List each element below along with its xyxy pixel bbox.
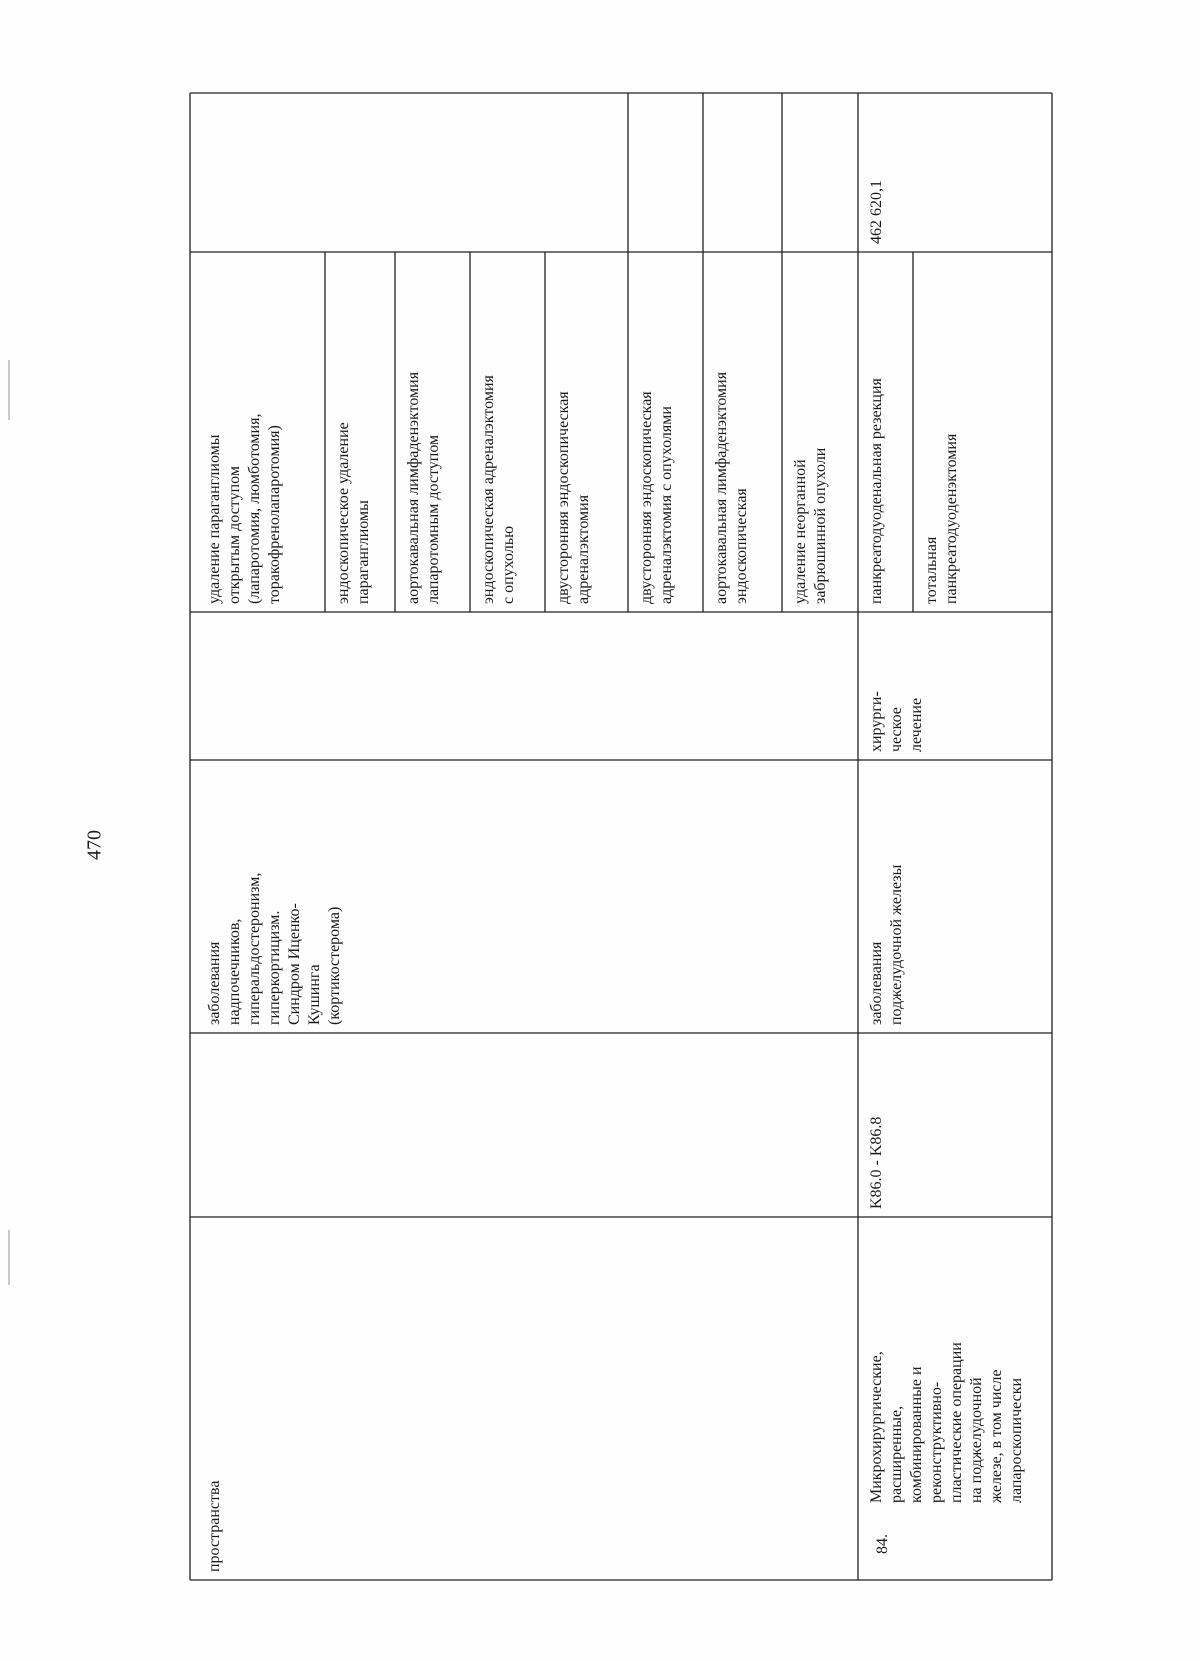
cell-method-8: удаление неорганной забрюшинной опухоли xyxy=(792,447,829,604)
cell-row-84-method-2: тотальная панкреатодуоденэктомия xyxy=(923,433,960,604)
cell-method-7: аортокавальная лимфаденэктомия эндоскопическая xyxy=(713,371,750,604)
cell-method-6: двусторонняя эндоскопическая адреналэктомия с опухолями xyxy=(638,391,675,604)
cell-row-84-cost: 462 620,1 xyxy=(868,180,885,244)
cell-row-continued-diagnosis: заболевания надпочечников, гиперальдостеронизм, гиперкортицизм. Синдром Иценко- Кушинга (кортикостерома) xyxy=(206,872,343,1025)
cell-method-4: эндоскопическая адреналэктомия с опухолью xyxy=(480,375,517,604)
cell-row-84-name: Микрохирургические, расширенные, комбинированные и реконструктивно- пластические операции на поджелудочной железе, в том числе лапароскопически xyxy=(868,1342,1025,1503)
cell-method-5: двусторонняя эндоскопическая адреналэктомия xyxy=(555,391,592,604)
cell-row-84-treatment: хирурги- ческое лечение xyxy=(868,691,925,752)
page-number: 470 xyxy=(83,830,106,860)
cell-method-3: аортокавальная лимфаденэктомия лапаротомным доступом xyxy=(405,371,442,604)
cell-method-2: эндоскопическое удаление параганглиомы xyxy=(335,422,372,604)
cell-row-84-code: K86.0 - K86.8 xyxy=(868,1116,885,1209)
cell-row-84-number: 84. xyxy=(874,1534,891,1554)
cell-method-1: удаление параганглиомы открытым доступом (лапаротомия, люмботомия, торакофренолапаротомия) xyxy=(206,413,283,604)
cell-row-84-method-1: панкреатодуоденальная резекция xyxy=(868,378,885,604)
cell-row-continued-name: пространства xyxy=(206,1480,223,1572)
cell-row-84-diagnosis: заболевания поджелудочной железы xyxy=(868,864,905,1025)
